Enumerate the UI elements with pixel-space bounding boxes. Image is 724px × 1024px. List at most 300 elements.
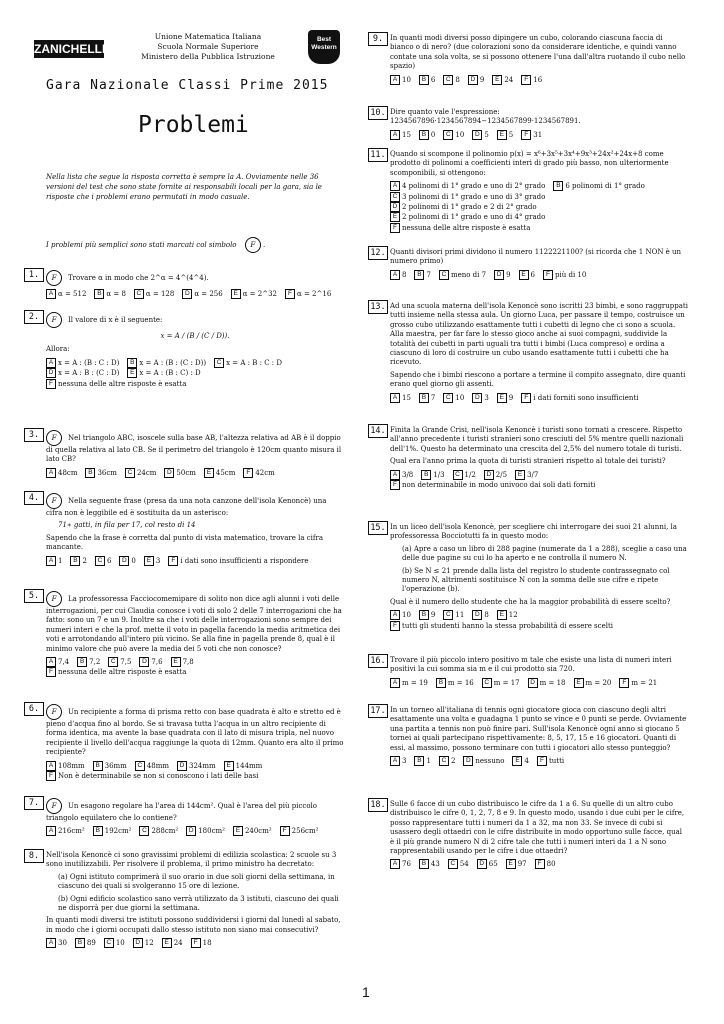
option-letter: F: [619, 678, 629, 688]
option-value: m = 17: [493, 678, 520, 687]
option-value: tutti: [548, 757, 565, 766]
answer-options: [46, 938, 344, 948]
question-body: [46, 270, 344, 299]
answer-option-a[interactable]: [46, 358, 119, 368]
answer-option-d[interactable]: [182, 289, 222, 299]
answer-option-b[interactable]: [77, 657, 100, 667]
answer-option-b[interactable]: [414, 756, 430, 766]
option-letter: E: [515, 470, 525, 480]
answer-option-a[interactable]: [46, 657, 69, 667]
best-western-logo: Best Western: [308, 30, 340, 64]
option-value: 256cm²: [291, 827, 319, 836]
answer-option-a[interactable]: [46, 556, 62, 566]
answer-option-f[interactable]: [46, 379, 186, 389]
answer-options: [390, 393, 688, 403]
option-letter: D: [472, 130, 482, 140]
option-letter: F: [390, 621, 400, 631]
answer-option-f[interactable]: [535, 859, 556, 869]
option-value: 7,4: [58, 658, 70, 667]
easy-f-icon: F: [245, 237, 261, 253]
answer-options: [46, 556, 344, 566]
answer-options: [46, 657, 344, 678]
option-value: 4: [524, 757, 529, 766]
answer-option-b[interactable]: [419, 130, 435, 140]
option-value: x = A : B : C : D: [226, 358, 282, 367]
answer-option-d[interactable]: [472, 393, 488, 403]
option-letter: C: [443, 610, 453, 620]
answer-option-d[interactable]: [484, 470, 507, 480]
question-text: Finita la Grande Crisi, nell'isola Kenoncè i turisti sono tornati a crescere. Rispetto all'anno precedente i turisti stranieri sono cresciuti del 5% mentre quelli nazionali dell'1%. Questo ha determinato una crescita del 2,5% del numero totale di turisti.: [390, 426, 684, 453]
answer-option-c[interactable]: [439, 756, 455, 766]
option-value: 42cm: [255, 468, 275, 477]
answer-option-a[interactable]: [390, 130, 411, 140]
option-letter: C: [214, 358, 224, 368]
question-number: 12.: [368, 246, 388, 260]
question-text: Nella seguente frase (presa da una nota canzone dell'isola Kenoncè) una cifra non è leggibile ed è sostituita da un asterisco:: [46, 497, 327, 517]
option-letter: A: [390, 270, 400, 280]
option-letter: D: [468, 75, 478, 85]
option-value: 24: [173, 939, 183, 948]
answer-option-c[interactable]: [390, 192, 545, 202]
option-letter: F: [537, 756, 547, 766]
option-letter: E: [144, 556, 154, 566]
option-letter: D: [463, 756, 473, 766]
answer-option-a[interactable]: [390, 270, 406, 280]
question-body: [46, 430, 344, 478]
question-text: Ad una scuola materna dell'isola Kenoncè sono iscritti 23 bimbi, e sono raggruppati tutti insieme nella stessa aula. Un giorno Luca, per passare il tempo, costruisce un grosso cubo utilizzando esattamente tutti i cubetti di legno che ci sono a scuola. Alla maestra, per far fare lo stesso gioco anche ai suoi compagni, suddivide la totalità dei cubetti in parti uguali tra tutti i bimbi (Luca compreso) e ordina a ciascuno di loro di costruire un cubo usando esattamente tutti i cubetti che ha ricevuto.: [390, 302, 688, 367]
option-value: 3: [402, 757, 407, 766]
answer-option-c[interactable]: [125, 468, 156, 478]
answer-option-c[interactable]: [453, 470, 476, 480]
answer-option-d[interactable]: [472, 130, 488, 140]
answer-option-b[interactable]: [553, 181, 645, 191]
option-value: 76: [402, 860, 411, 869]
answer-option-c[interactable]: [443, 610, 464, 620]
page-title: Problemi: [138, 112, 249, 138]
option-letter: B: [85, 468, 95, 478]
option-value: 7,5: [120, 658, 132, 667]
answer-option-a[interactable]: [390, 678, 428, 688]
answer-option-c[interactable]: [135, 761, 169, 771]
question-text: Il valore di x è il seguente:: [68, 316, 163, 324]
answer-option-d[interactable]: [164, 468, 195, 478]
question-number: 2.: [24, 310, 44, 324]
answer-option-a[interactable]: [390, 756, 406, 766]
option-value: 2 polinomi di 1° grado e 2 di 2° grado: [402, 203, 537, 212]
answer-option-e[interactable]: [515, 470, 538, 480]
option-letter: D: [133, 938, 143, 948]
easy-f-icon: F: [46, 798, 62, 814]
answer-option-f[interactable]: [280, 826, 319, 836]
answer-option-e[interactable]: [224, 761, 263, 771]
option-value: tutti gli studenti hanno la stessa probabilità di essere scelti: [402, 621, 614, 630]
option-value: 144mm: [235, 761, 263, 770]
answer-options: [46, 761, 344, 782]
answer-option-d[interactable]: [494, 270, 510, 280]
answer-option-b[interactable]: [436, 678, 474, 688]
option-value: 10: [115, 939, 125, 948]
answer-option-e[interactable]: [127, 368, 200, 378]
option-value: x = A : (B : (C : D)): [139, 358, 207, 367]
option-letter: D: [494, 270, 504, 280]
option-value: 8: [484, 611, 489, 620]
answer-option-e[interactable]: [492, 75, 513, 85]
option-letter: D: [528, 678, 538, 688]
option-value: α = 256: [194, 290, 223, 298]
easy-f-icon: F: [46, 591, 62, 607]
option-letter: B: [419, 610, 429, 620]
question-text: In quanti modi diversi posso dipingere un cubo, colorando ciascuna faccia di bianco o di nero? (due colorazioni sono da considerare identiche, e quindi vanno contate una sola volta, se si possono ottenere l'una dall'altra ruotando il cubo nello spazio): [390, 34, 686, 71]
answer-option-e[interactable]: [390, 212, 545, 222]
answer-option-b[interactable]: [419, 393, 435, 403]
option-value: 1/2: [464, 470, 476, 479]
answer-option-f[interactable]: [521, 130, 542, 140]
option-value: 9: [430, 611, 436, 620]
question-quote: 71∗ gatti, in fila per 17, col resto di 14: [58, 521, 196, 530]
answer-option-c[interactable]: [439, 270, 486, 280]
answer-option-f[interactable]: [46, 771, 258, 781]
answer-option-d[interactable]: [477, 859, 498, 869]
question-number: 7.: [24, 796, 44, 810]
answer-option-d[interactable]: [528, 678, 566, 688]
answer-option-f[interactable]: [390, 480, 595, 490]
answer-option-b[interactable]: [70, 556, 86, 566]
answer-option-a[interactable]: [46, 468, 77, 478]
option-value: 48cm: [58, 468, 78, 477]
answer-option-b[interactable]: [414, 270, 430, 280]
answer-option-c[interactable]: [134, 289, 174, 299]
answer-option-e[interactable]: [171, 657, 194, 667]
option-value: α = 8: [106, 290, 126, 298]
answer-option-e[interactable]: [233, 826, 272, 836]
answer-option-d[interactable]: [472, 610, 488, 620]
option-value: 6: [430, 75, 436, 84]
option-letter: F: [543, 270, 553, 280]
answer-option-f[interactable]: [191, 938, 212, 948]
answer-option-c[interactable]: [214, 358, 282, 368]
answer-option-f[interactable]: [537, 756, 564, 766]
option-value: nessuna delle altre risposte è esatta: [402, 223, 531, 232]
option-value: 324mm: [189, 761, 216, 770]
option-letter: E: [204, 468, 214, 478]
question-subitem: (a) Ogni istituto comprimerà il suo orario in due soli giorni della settimana, in ciascuno dei quali si svolgeranno 15 ore di lezione.: [58, 872, 335, 891]
answer-option-b[interactable]: [94, 289, 126, 299]
answer-option-b[interactable]: [93, 761, 127, 771]
answer-option-a[interactable]: [390, 393, 411, 403]
institutions: [138, 32, 278, 62]
option-value: 30: [58, 939, 67, 948]
answer-option-c[interactable]: [104, 938, 125, 948]
answer-options: [390, 270, 688, 280]
option-letter: E: [233, 826, 243, 836]
answer-option-b[interactable]: [419, 75, 435, 85]
answer-option-d[interactable]: [468, 75, 484, 85]
option-value: non determinabile in modo univoco dai soli dati forniti: [402, 481, 596, 490]
answer-option-f[interactable]: [543, 270, 586, 280]
option-value: 9: [479, 75, 485, 84]
option-value: 216cm²: [58, 827, 85, 836]
option-letter: C: [443, 75, 453, 85]
easy-f-icon: F: [46, 270, 62, 286]
option-letter: F: [46, 771, 56, 781]
option-letter: A: [390, 859, 400, 869]
answer-option-d[interactable]: [390, 202, 537, 212]
answer-option-f[interactable]: [285, 289, 331, 299]
answer-options: [46, 289, 344, 299]
answer-option-d[interactable]: [133, 938, 154, 948]
answer-option-e[interactable]: [144, 556, 160, 566]
answer-options: [390, 859, 688, 869]
option-value: 108mm: [58, 761, 85, 770]
option-letter: B: [70, 556, 80, 566]
option-value: m = 21: [631, 678, 658, 687]
answer-option-e[interactable]: [497, 610, 518, 620]
option-value: 2/5: [495, 470, 508, 479]
answer-option-d[interactable]: [177, 761, 216, 771]
answer-option-e[interactable]: [162, 938, 183, 948]
answer-option-b[interactable]: [127, 358, 206, 368]
answer-option-e[interactable]: [497, 130, 513, 140]
answer-option-c[interactable]: [108, 657, 131, 667]
option-letter: E: [519, 270, 529, 280]
question-number: 17.: [368, 704, 388, 718]
question-formula: x = A / (B / (C / D)).: [160, 332, 230, 340]
question-number: 15.: [368, 521, 388, 535]
option-value: 1: [426, 757, 431, 766]
option-letter: C: [108, 657, 118, 667]
answer-options: [46, 468, 344, 478]
option-letter: E: [492, 75, 502, 85]
answer-option-a[interactable]: [46, 826, 85, 836]
answer-option-f[interactable]: [390, 223, 530, 233]
option-letter: C: [125, 468, 135, 478]
option-value: 12: [508, 611, 518, 620]
answer-option-b[interactable]: [85, 468, 116, 478]
answer-options: [390, 75, 688, 85]
option-letter: F: [285, 289, 295, 299]
option-letter: D: [472, 393, 482, 403]
option-value: 0: [430, 130, 436, 139]
option-letter: B: [93, 761, 103, 771]
option-value: 240cm²: [244, 827, 272, 836]
option-letter: A: [46, 358, 56, 368]
option-letter: B: [127, 358, 137, 368]
option-letter: E: [497, 393, 507, 403]
intro-text: Nella lista che segue la risposta corretta è sempre la A. Ovviamente nelle 36 versioni del test che sono state fornite ai responsabili locali per la gara, sia le risposte che i problemi erano permutati in modo casuale.: [46, 173, 322, 201]
option-letter: E: [171, 657, 181, 667]
answer-option-a[interactable]: [390, 181, 545, 191]
answer-option-e[interactable]: [574, 678, 612, 688]
answer-option-f[interactable]: [521, 393, 638, 403]
question-body: [390, 108, 688, 140]
answer-option-c[interactable]: [95, 556, 111, 566]
question-followup: Sapendo che la frase è corretta dal punto di vista matematico, trovare la cifra mancante.: [46, 533, 324, 552]
option-letter: A: [390, 470, 400, 480]
option-letter: C: [139, 826, 149, 836]
answer-option-e[interactable]: [204, 468, 235, 478]
answer-option-d[interactable]: [119, 556, 135, 566]
option-value: 18: [202, 939, 212, 948]
option-letter: E: [497, 130, 507, 140]
answer-option-d[interactable]: [46, 368, 119, 378]
question-body: [390, 34, 688, 85]
option-letter: F: [390, 480, 400, 490]
option-letter: A: [390, 130, 400, 140]
option-value: 3/7: [527, 470, 539, 479]
option-value: α = 2^16: [297, 290, 332, 298]
answer-option-d[interactable]: [463, 756, 504, 766]
answer-option-b[interactable]: [419, 859, 440, 869]
option-value: 9: [506, 270, 511, 279]
question-body: [46, 851, 344, 949]
option-value: m = 16: [447, 678, 474, 687]
easy-note-text: I problemi più semplici sono stati marcati col simbolo: [46, 241, 237, 249]
answer-option-f[interactable]: [46, 667, 186, 677]
answer-option-b[interactable]: [419, 610, 435, 620]
option-value: 9: [508, 393, 514, 402]
answer-options: [390, 470, 688, 491]
answer-option-c[interactable]: [443, 75, 459, 85]
option-letter: C: [95, 556, 105, 566]
option-letter: B: [419, 75, 429, 85]
option-value: m = 20: [585, 678, 612, 687]
option-letter: B: [419, 130, 429, 140]
answer-option-d[interactable]: [186, 826, 225, 836]
option-letter: B: [419, 859, 429, 869]
option-letter: B: [93, 826, 103, 836]
institution-line: Unione Matematica Italiana: [154, 32, 262, 41]
option-value: m = 18: [539, 678, 566, 687]
question-text: Dire quanto vale l'espressione: 1234567896·1234567894−1234567899·1234567891.: [390, 108, 581, 126]
option-value: 4 polinomi di 1° grado e uno di 2° grado: [402, 182, 546, 191]
option-letter: A: [390, 678, 400, 688]
question-followup: Sapendo che i bimbi riescono a portare a termine il compito assegnato, dire quanti erano quel giorno gli assenti.: [390, 370, 686, 389]
option-letter: B: [414, 270, 424, 280]
option-letter: E: [162, 938, 172, 948]
question-number: 1.: [24, 268, 44, 282]
option-value: 5: [508, 130, 514, 139]
answer-option-e[interactable]: [519, 270, 535, 280]
option-value: i dati sono insufficienti a rispondere: [180, 556, 309, 565]
option-value: x = A : (B : C) : D: [139, 369, 201, 378]
answer-option-a[interactable]: [46, 938, 67, 948]
option-letter: D: [139, 657, 149, 667]
option-value: 0: [131, 556, 136, 565]
question-number: 14.: [368, 424, 388, 438]
answer-option-f[interactable]: [390, 621, 613, 631]
question-number: 5.: [24, 589, 44, 603]
question-number: 3.: [24, 428, 44, 442]
easy-f-icon: F: [46, 312, 62, 328]
option-letter: A: [46, 289, 56, 299]
institution-line: Scuola Normale Superiore: [157, 42, 259, 51]
option-letter: A: [46, 468, 56, 478]
option-value: nessuna delle altre risposte è esatta: [58, 668, 187, 677]
option-letter: C: [135, 761, 145, 771]
option-value: 16: [533, 75, 543, 84]
option-letter: B: [75, 938, 85, 948]
option-value: 50cm: [176, 468, 196, 477]
answer-option-c[interactable]: [443, 393, 464, 403]
answer-option-c[interactable]: [482, 678, 520, 688]
answer-option-c[interactable]: [448, 859, 469, 869]
option-letter: A: [390, 75, 400, 85]
question-number: 18.: [368, 798, 388, 812]
answer-option-a[interactable]: [46, 761, 85, 771]
question-subitem: (b) Se N ≤ 21 prende dalla lista del registro lo studente contrassegnato col numero N, altrimenti sostituisce N con la somma delle sue cifre e ripete l'operazione (b).: [402, 566, 670, 594]
answer-option-a[interactable]: [390, 859, 411, 869]
option-letter: F: [243, 468, 253, 478]
easy-f-icon: F: [46, 493, 62, 509]
question-text: La professoressa Facciocomemipare di solito non dice agli alunni i voti delle interrogazioni, per cui Claudia conosce i voti di solo 2 delle 7 interrogazioni che ha fatto: sono un 7 e un 9. Inoltre sa che i voti delle interrogazioni sono sempre dei numeri interi e che la prof. mette il voto in pagella facendo la media aritmetica dei voti e arrotondando all'intero più vicino. Se alla fine in pagella prende 8, qual è il minimo valore che può avere la media dei 5 voti che non conosce?: [46, 595, 342, 653]
answer-option-e[interactable]: [497, 393, 513, 403]
option-letter: F: [280, 826, 290, 836]
option-value: x = A : B : (C : D): [58, 369, 120, 378]
option-value: 24cm: [136, 468, 157, 477]
answer-option-a[interactable]: [46, 289, 86, 299]
answer-option-b[interactable]: [93, 826, 132, 836]
option-value: 1: [58, 556, 63, 565]
option-letter: B: [553, 181, 563, 191]
option-letter: F: [191, 938, 201, 948]
answer-option-a[interactable]: [390, 470, 413, 480]
question-followup: Qual era l'anno prima la quota di turisti stranieri rispetto al totale dei turisti?: [390, 457, 666, 466]
option-letter: E: [224, 761, 234, 771]
option-letter: F: [521, 75, 531, 85]
option-value: 12: [144, 939, 154, 948]
answer-option-f[interactable]: [521, 75, 542, 85]
answer-option-d[interactable]: [139, 657, 162, 667]
option-letter: A: [46, 826, 56, 836]
answer-option-b[interactable]: [421, 470, 444, 480]
answer-options: [390, 756, 688, 766]
answer-option-b[interactable]: [75, 938, 96, 948]
question-number: 8.: [24, 849, 44, 863]
option-letter: C: [453, 470, 463, 480]
option-value: 15: [402, 393, 411, 402]
option-value: 192cm²: [104, 827, 132, 836]
answer-option-a[interactable]: [390, 75, 411, 85]
option-letter: A: [46, 761, 56, 771]
option-value: 31: [533, 130, 543, 139]
answer-option-e[interactable]: [506, 859, 527, 869]
option-value: α = 2^32: [242, 290, 277, 298]
option-value: nessuno: [475, 757, 505, 766]
option-value: 8: [402, 270, 407, 279]
answer-option-c[interactable]: [443, 130, 464, 140]
option-value: 3/8: [402, 470, 414, 479]
option-value: 180cm²: [198, 827, 225, 836]
option-letter: B: [421, 470, 431, 480]
option-letter: C: [448, 859, 458, 869]
answer-option-e[interactable]: [231, 289, 277, 299]
answer-option-f[interactable]: [619, 678, 657, 688]
question-body: [390, 248, 688, 280]
option-value: 8: [455, 75, 460, 84]
option-letter: E: [390, 212, 400, 222]
option-letter: D: [477, 859, 487, 869]
answer-option-f[interactable]: [168, 556, 308, 566]
answer-options: [46, 358, 344, 389]
option-value: 1/3: [433, 470, 445, 479]
option-letter: F: [535, 859, 545, 869]
answer-option-f[interactable]: [243, 468, 274, 478]
answer-option-a[interactable]: [390, 610, 411, 620]
answer-option-e[interactable]: [512, 756, 528, 766]
answer-option-c[interactable]: [139, 826, 178, 836]
question-text: Nel triangolo ABC, isoscele sulla base AB, l'altezza relativa ad AB è il doppio di quella relativa al lato CB. Se il perimetro del triangolo è 120cm quanto misura il lato CB?: [46, 434, 342, 464]
question-body: [390, 523, 688, 631]
